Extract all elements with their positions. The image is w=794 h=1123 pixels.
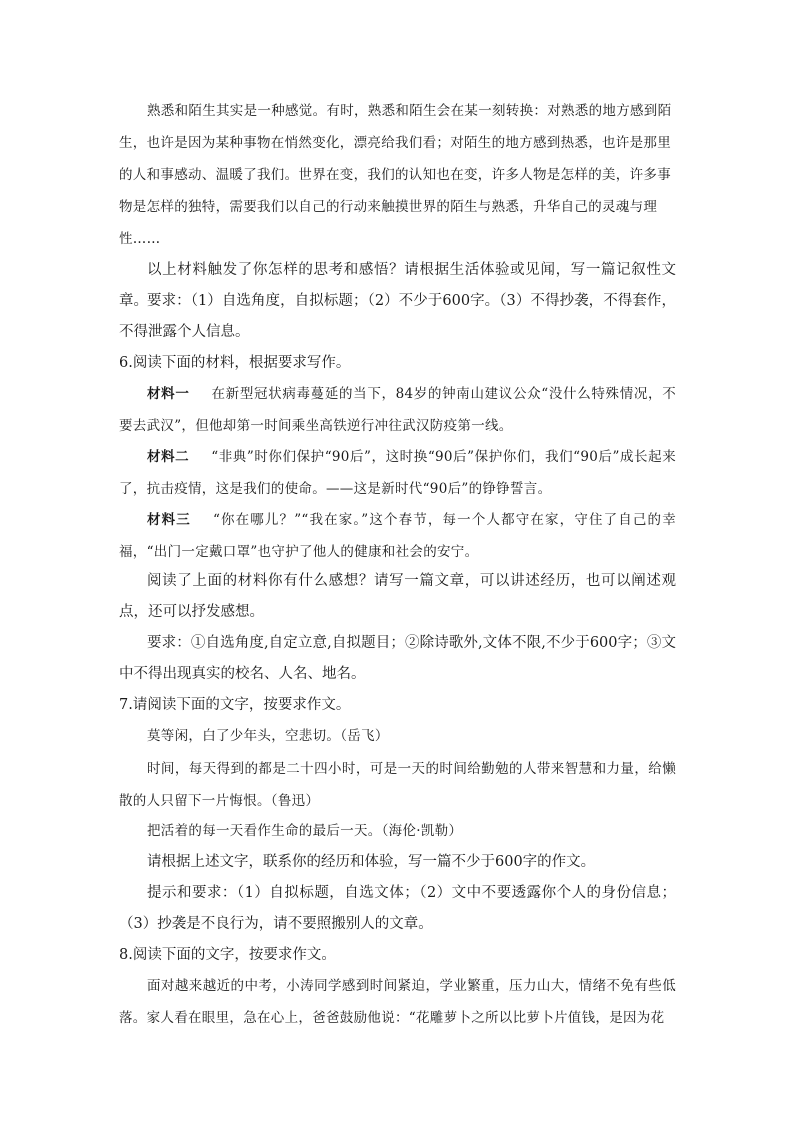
material-line: 性……	[119, 231, 161, 247]
q7-quote-1: 莫等闲，白了少年头，空悲切。（岳飞）	[147, 728, 389, 744]
q6-material-2-label: 材料二	[147, 449, 190, 465]
q7-prompt: 请根据上述文字，联系你的经历和体验，写一篇不少于600字的作文。	[147, 854, 596, 870]
q6-material-3	[119, 504, 676, 568]
material-paragraph	[119, 95, 676, 255]
q6-prompt: 阅读了上面的材料你有什么感想？请写一篇文章，可以讲述经历，也可以阐述观点，还可以抒发感想。	[119, 573, 676, 620]
writing-requirement: 要求：（1）自选角度，自拟标题；（2）不少于600字。（3）不得抄袭，不得套作，不得泄露个人信息。	[119, 293, 676, 340]
q6-material-2	[119, 441, 676, 505]
question-8-heading: 8.阅读下面的文字，按要求作文。	[119, 947, 336, 963]
material-line: 熟悉和陌生其实是一种感觉。有时，熟悉和陌生会在某一刻转换：对熟悉的地方感到陌	[147, 103, 672, 119]
q8-material: 面对越来越近的中考，小涛同学感到时间紧迫，学业繁重，压力山大，情绪不免有些低落。家人看在眼里，急在心上，爸爸鼓励他说：“花雕萝卜之所以比萝卜片值钱，是因为花	[119, 978, 676, 1026]
material-line: 物是怎样的独特，需要我们以自己的行动来触摸世界的陌生与熟悉，升华自己的灵魂与理	[119, 199, 658, 215]
writing-prompt: 以上材料触发了你怎样的思考和感悟？请根据生活体验或见闻，写一篇记叙性文章。	[119, 262, 676, 309]
q6-material-2-text: “非典”时你们保护“90后”，这时换“90后”保护你们，我们“90后”成长起来了，抗击疫情，这是我们的使命。——这是新时代“90后”的铮铮誓言。	[119, 449, 676, 497]
material-line: 生，也许是因为某种事物在悄然变化，漂亮给我们看；对陌生的地方感到热悉，也许是那里	[119, 135, 671, 151]
q6-material-3-label: 材料三	[147, 512, 191, 528]
material-line: 的人和事感动、温暖了我们。世界在变，我们的认知也在变，许多人物是怎样的美，许多事	[119, 167, 671, 183]
q6-material-1-label: 材料一	[147, 386, 190, 402]
q6-material-3-text: “你在哪儿？”“我在家。”这个春节，每一个人都守在家，守住了自己的幸福，“出门一定戴口罩”也守护了他人的健康和社会的安宁。	[119, 512, 676, 560]
q7-requirement: 提示和要求：（1）自拟标题，自选文体；（2）文中不要透露你个人的身份信息；（3）抄袭是不良行为，请不要照搬别人的文章。	[119, 885, 676, 932]
q6-material-1	[119, 378, 676, 442]
q6-material-1-text: 在新型冠状病毒蔓延的当下，84岁的钟南山建议公众“没什么特殊情况，不要去武汉”，但他却第一时间乘坐高铁逆行冲往武汉防疫第一线。	[119, 386, 676, 434]
q7-quote-2: 时间，每天得到的都是二十四小时，可是一天的时间给勤勉的人带来智慧和力量，给懒散的人只留下一片悔恨。（鲁迅）	[119, 761, 676, 809]
q6-requirement: 要求：①自选角度,自定立意,自拟题目；②除诗歌外,文体不限,不少于600字；③文中不得出现真实的校名、人名、地名。	[119, 635, 676, 682]
question-6-heading: 6.阅读下面的材料，根据要求写作。	[119, 355, 351, 371]
question-7-heading: 7.请阅读下面的文字，按要求作文。	[119, 697, 351, 713]
q7-quote-3: 把活着的每一天看作生命的最后一天。（海伦·凯勒）	[147, 823, 463, 839]
